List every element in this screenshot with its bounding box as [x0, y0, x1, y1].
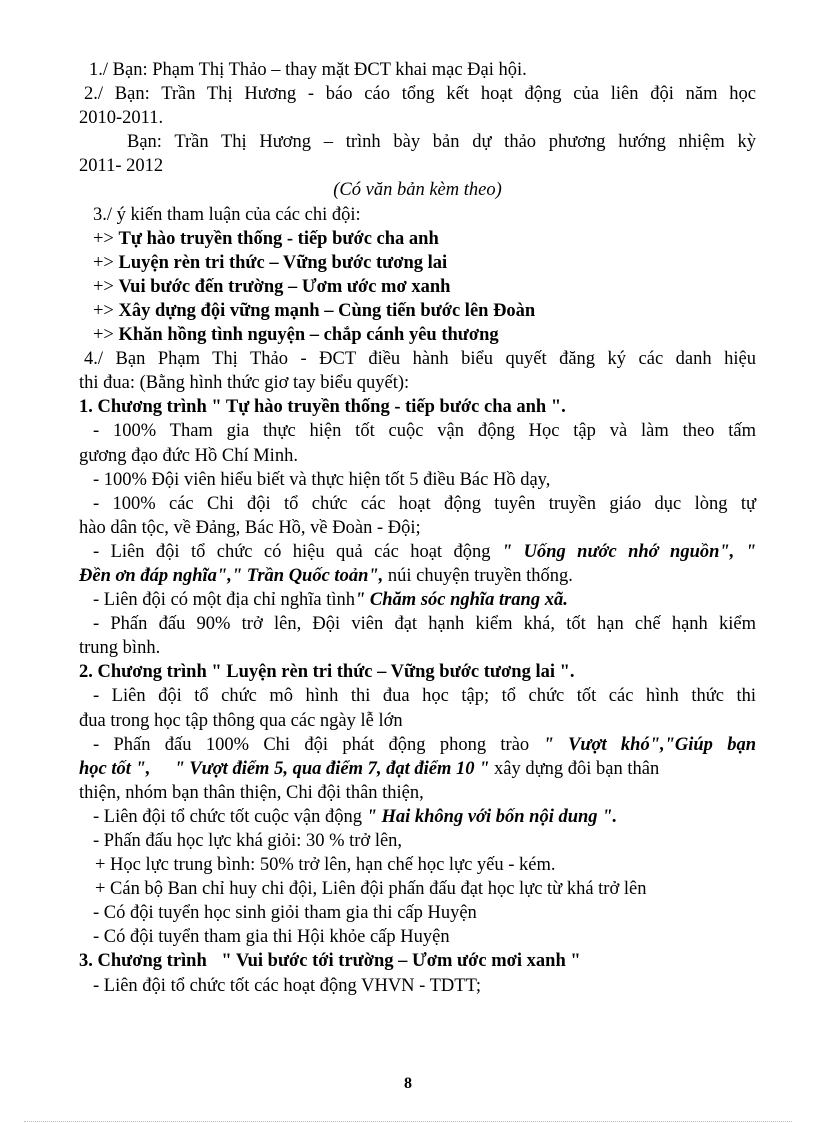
- section-2-line: [79, 805, 756, 829]
- emphasis-text: học tốt ",: [79, 758, 151, 779]
- document-body: [79, 58, 756, 998]
- list-item-prefix: +>: [93, 252, 119, 273]
- section-2-line: - Phấn đấu học lực khá giỏi: 30 % trở lên,: [93, 831, 403, 851]
- list-item: [79, 323, 756, 347]
- text-run: xây dựng đôi bạn thân: [489, 758, 660, 779]
- section-1-line: [79, 564, 756, 588]
- page-number: 8: [404, 1075, 412, 1092]
- section-2-heading: 2. Chương trình " Luyện rèn tri thức – Vững bước tương lai ".: [79, 662, 575, 683]
- list-item-text: Tự hào truyền thống - tiếp bước cha anh: [118, 228, 439, 249]
- intro-line-3b: 2011- 2012: [79, 156, 164, 177]
- intro-line-4: 3./ ý kiến tham luận của các chi đội:: [93, 204, 361, 225]
- text-run: - Liên đội có một địa chỉ nghĩa tình: [93, 590, 356, 611]
- section-2-line: + Học lực trung bình: 50% trở lên, hạn chế học lực yếu - kém.: [95, 855, 556, 876]
- emphasis-text: " Vượt khó","Giúp bạn: [543, 734, 757, 755]
- list-item-text: Vui bước đến trường – Ươm ước mơ xanh: [118, 276, 451, 297]
- section-3-heading-label: 3. Chương trình: [79, 951, 212, 972]
- list-item: [79, 251, 756, 275]
- section-1-line: [79, 540, 756, 564]
- emphasis-text: Đền ơn đáp nghĩa"," Trần Quốc toản",: [79, 565, 384, 586]
- section-2-line: + Cán bộ Ban chỉ huy chi đội, Liên đội phấn đấu đạt học lực từ khá trở lên: [95, 879, 647, 900]
- section-1-line: hào dân tộc, về Đảng, Bác Hồ, về Đoàn - Đội;: [79, 517, 421, 538]
- emphasis-text: " Chăm sóc nghĩa trang xã.: [355, 590, 568, 611]
- emphasis-text: " Vượt điểm 5, qua điểm 7, đạt điểm 10 ": [174, 758, 490, 779]
- section-2-line: - Có đội tuyển tham gia thi Hội khỏe cấp Huyện: [93, 927, 450, 948]
- attachment-note: (Có văn bản kèm theo): [333, 180, 502, 201]
- section-1-line: trung bình.: [79, 638, 161, 659]
- list-item-prefix: +>: [93, 325, 119, 346]
- intro-line-3a: Bạn: Trần Thị Hương – trình bày bản dự thảo phương hướng nhiệm kỳ: [127, 132, 756, 153]
- section-3-line: - Liên đội tổ chức tốt các hoạt động VHVN - TDTT;: [93, 975, 481, 996]
- section-2-line: - Liên đội tổ chức mô hình thi đua học tập; tổ chức tốt các hình thức thi: [93, 686, 756, 707]
- emphasis-text: " Hai không với bốn nội dung ".: [366, 806, 618, 827]
- list-item-prefix: +>: [93, 300, 119, 321]
- section-1-line: - 100% Đội viên hiểu biết và thực hiện tốt 5 điều Bác Hồ dạy,: [93, 469, 551, 490]
- list-item: [79, 227, 756, 251]
- intro-line-5a: 4./ Bạn Phạm Thị Thảo - ĐCT điều hành biểu quyết đăng ký các danh hiệu: [84, 349, 756, 370]
- footer-divider: [24, 1121, 792, 1122]
- intro-line-5b: thi đua: (Bằng hình thức giơ tay biểu quyết):: [79, 373, 410, 394]
- section-3-heading-title: " Vui bước tới trường – Ươm ước mơi xanh ": [221, 951, 581, 972]
- intro-line-2b: 2010-2011.: [79, 108, 164, 129]
- section-1-line: gương đạo đức Hồ Chí Minh.: [79, 445, 298, 466]
- section-1-line: - 100% các Chi đội tổ chức các hoạt động tuyên truyền giáo dục lòng tự: [93, 493, 756, 514]
- list-item-text: Luyện rèn tri thức – Vững bước tương lai: [118, 252, 448, 273]
- text-run: - Liên đội tổ chức tốt cuộc vận động: [93, 806, 367, 827]
- section-2-line: [79, 733, 756, 757]
- intro-line-2a: 2./ Bạn: Trần Thị Hương - báo cáo tổng kết hoạt động của liên đội năm học: [84, 84, 756, 105]
- list-item-prefix: +>: [93, 228, 119, 249]
- section-2-line: - Có đội tuyển học sinh giỏi tham gia thi cấp Huyện: [93, 903, 477, 924]
- section-2-line: [79, 757, 756, 781]
- list-item: [79, 275, 756, 299]
- section-2-line: thiện, nhóm bạn thân thiện, Chi đội thân thiện,: [79, 782, 424, 803]
- section-2-line: đua trong học tập thông qua các ngày lễ lớn: [79, 710, 403, 731]
- list-item-prefix: +>: [93, 276, 119, 297]
- list-item-text: Khăn hồng tình nguyện – chắp cánh yêu thương: [118, 325, 499, 346]
- list-item: [79, 299, 756, 323]
- section-3-heading: [79, 949, 756, 973]
- text-run: núi chuyện truyền thống.: [383, 565, 573, 586]
- text-run: - Liên đội tổ chức có hiệu quả các hoạt động: [93, 541, 502, 562]
- list-item-text: Xây dựng đội vững mạnh – Cùng tiến bước lên Đoàn: [118, 300, 536, 321]
- intro-line-1: 1./ Bạn: Phạm Thị Thảo – thay mặt ĐCT khai mạc Đại hội.: [89, 60, 527, 80]
- section-1-heading: 1. Chương trình " Tự hào truyền thống - tiếp bước cha anh ".: [79, 397, 566, 418]
- section-1-line: - 100% Tham gia thực hiện tốt cuộc vận động Học tập và làm theo tấm: [93, 421, 756, 442]
- text-run: - Phấn đấu 100% Chi đội phát động phong trào: [93, 734, 544, 755]
- section-1-line: [79, 588, 756, 612]
- emphasis-text: " Uống nước nhớ nguồn", ": [501, 541, 756, 562]
- section-1-line: - Phấn đấu 90% trở lên, Đội viên đạt hạnh kiểm khá, tốt hạn chế hạnh kiểm: [93, 614, 756, 635]
